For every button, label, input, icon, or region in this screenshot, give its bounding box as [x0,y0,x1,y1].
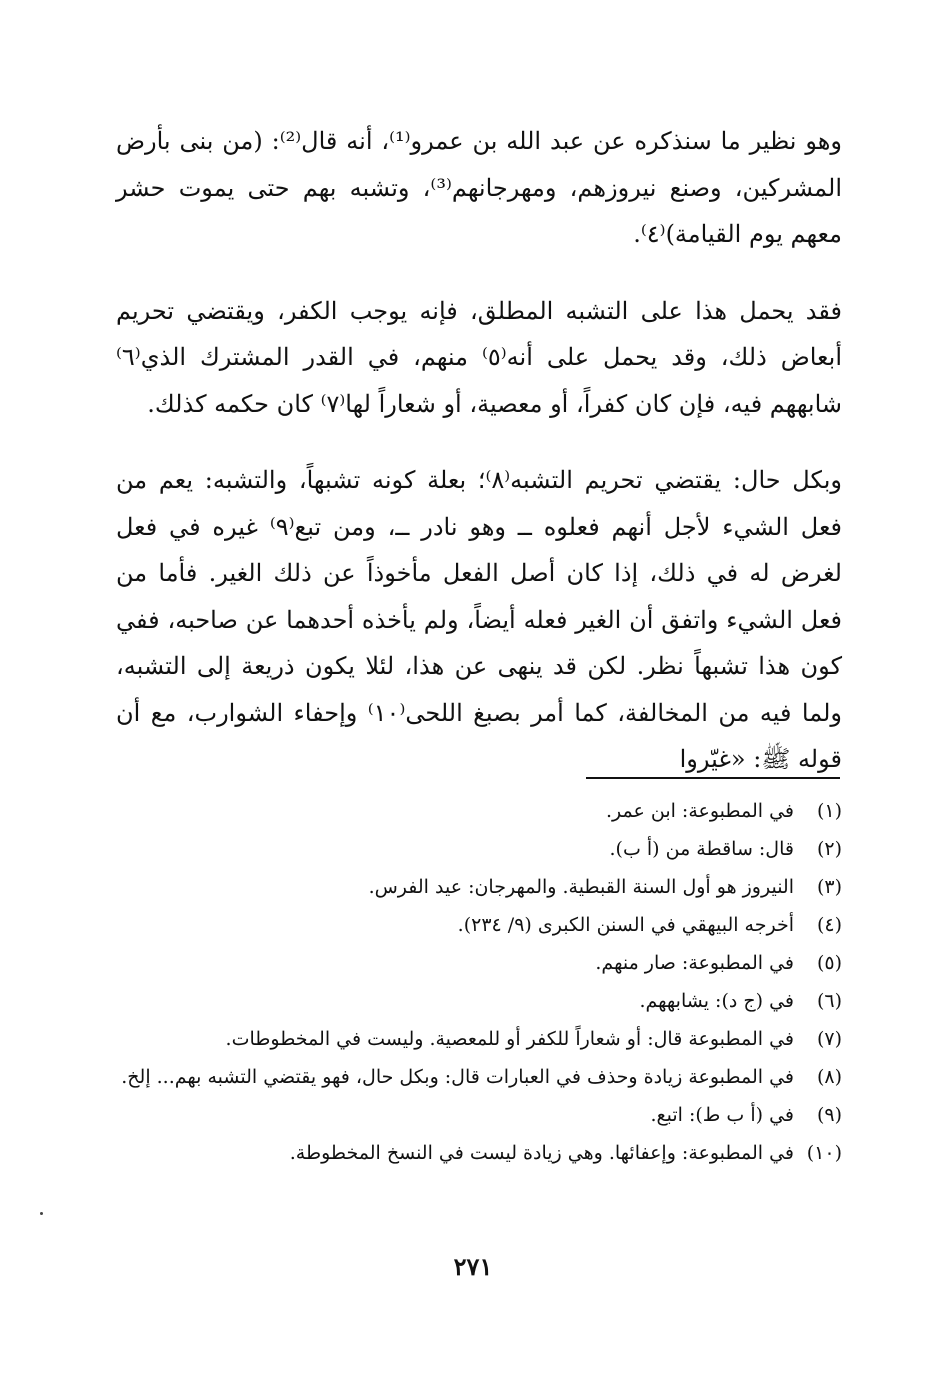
footnote-number: (٥) [816,952,842,974]
footnote-number: (٦) [816,990,842,1012]
footnote-number: (١٠) [806,1142,842,1164]
footnote [102,792,842,830]
footnote-text: النيروز هو أول السنة القبطية. والمهرجان: عيد الفرس. [368,876,794,898]
footnote [102,1096,842,1134]
footnote [102,1020,842,1058]
footnote [102,1058,842,1096]
paragraph-spacer [116,427,842,457]
footnote-number: (١) [816,800,842,822]
footnote-text: في المطبوعة: ابن عمر. [605,800,794,822]
main-text [116,118,842,783]
footnote-number: (٩) [816,1104,842,1126]
footnote [102,868,842,906]
footnote-number: (٤) [816,914,842,936]
scan-speck [40,1212,43,1215]
footnote-text: أخرجه البيهقي في السنن الكبرى (٩/ ٢٣٤). [457,914,794,936]
paragraph-2: فقد يحمل هذا على التشبه المطلق، فإنه يوجب الكفر، ويقتضي تحريم أبعاض ذلك، وقد يحمل على أنه⁽٥⁾ منهم، في القدر المشترك الذي⁽٦⁾ شابههم فيه، فإن كان كفراً، أو معصية، أو شعاراً لها⁽٧⁾ كان حكمه كذلك. [116,296,842,418]
footnotes [102,792,842,1172]
footnote-text: قال: ساقطة من (أ ب). [609,838,794,860]
footnote-number: (٢) [816,838,842,860]
page-number: ٢٧١ [453,1252,493,1281]
footnote-number: (٧) [816,1028,842,1050]
footnote-separator [586,777,840,779]
footnote-text: في (ج د): يشابههم. [639,990,794,1012]
footnote-text: في المطبوعة: وإعفائها. وهي زيادة ليست في النسخ المخطوطة. [289,1142,794,1164]
footnote [102,830,842,868]
footnote-text: في المطبوعة زيادة وحذف في العبارات قال: وبكل حال، فهو يقتضي التشبه بهم... إلخ. [121,1066,794,1088]
footnote [102,906,842,944]
footnote-text: في (أ ب ط): اتبع. [650,1104,794,1126]
paragraph-spacer [116,258,842,288]
footnote-number: (٨) [816,1066,842,1088]
footnote-text: في المطبوعة قال: أو شعاراً للكفر أو للمعصية. وليست في المخطوطات. [225,1028,794,1050]
footnote [102,982,842,1020]
footnote-text: في المطبوعة: صار منهم. [595,952,794,974]
paragraph-3: وبكل حال: يقتضي تحريم التشبه⁽٨⁾؛ بعلة كونه تشبهاً، والتشبه: يعم من فعل الشيء لأجل أنهم فعلوه ــ وهو نادر ــ، ومن تبع⁽٩⁾ غيره في فعل لغرض له في ذلك، إذا كان أصل الفعل مأخوذاً عن ذلك الغير. فأما من فعل الشيء واتفق أن الغير فعله أيضاً، ولم يأخذه أحدهما عن صاحبه، ففي كون هذا تشبهاً نظر. لكن قد ينهى عن هذا، لئلا يكون ذريعة إلى التشبه، ولما فيه من المخالفة، كما أمر بصبغ اللحى⁽١٠⁾ وإحفاء الشوارب، مع أن قوله ﷺ: «غيّروا [116,466,843,773]
footnote-number: (٣) [816,876,842,898]
paragraph-1: وهو نظير ما سنذكره عن عبد الله بن عمرو⁽¹⁾، أنه قال⁽²⁾: (من بنى بأرض المشركين، وصنع نيروزهم، ومهرجانهم⁽³⁾، وتشبه بهم حتى يموت حشر معهم يوم القيامة)⁽٤⁾. [116,127,842,248]
footnote [102,1134,842,1172]
footnote [102,944,842,982]
